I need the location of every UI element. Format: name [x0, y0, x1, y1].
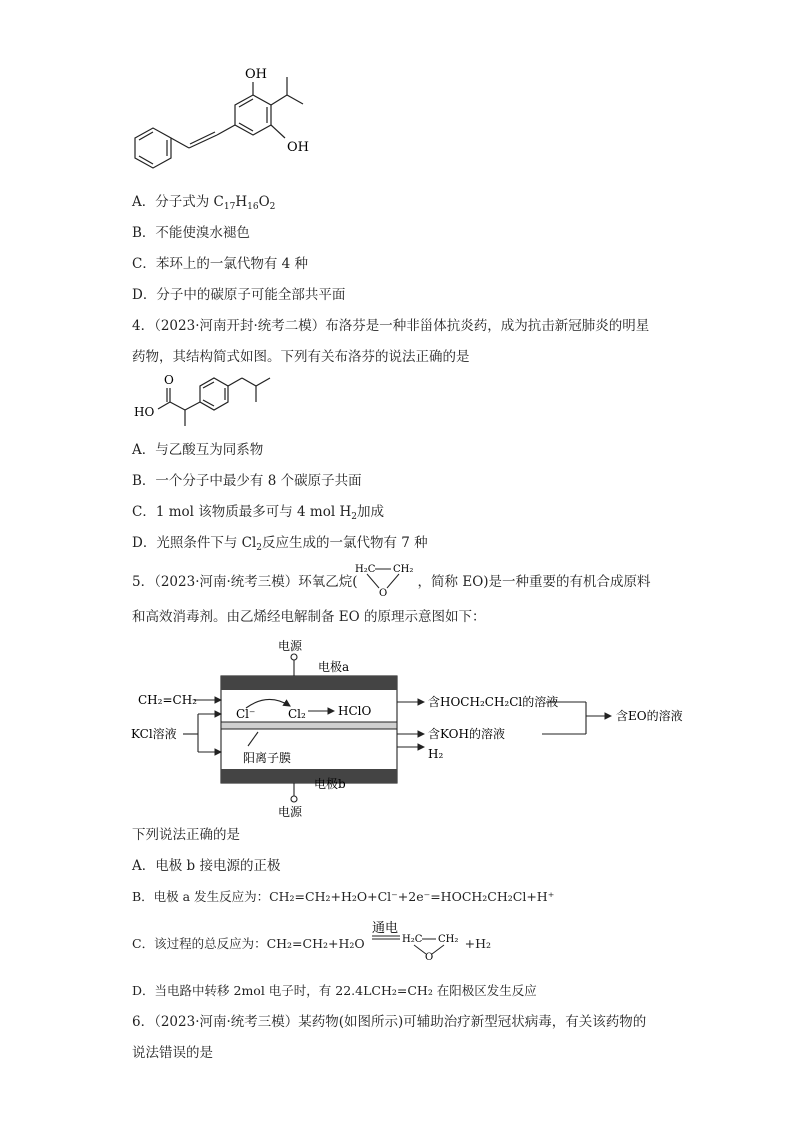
q3-option-d: D．分子中的碳原子可能全部共平面: [132, 287, 346, 303]
q5-option-c: C．该过程的总反应为：CH₂=CH₂+H₂O +H₂: [132, 936, 492, 951]
electrolysis-diagram: [128, 636, 698, 821]
electrode-a-plate: [221, 676, 397, 690]
structure-diagram-q3: [125, 60, 325, 180]
svg-text:O: O: [425, 952, 434, 963]
power-source-bottom-label: 电源: [278, 805, 303, 819]
q5-question: 下列说法正确的是: [132, 827, 240, 843]
hclo-label: HClO: [338, 704, 372, 718]
svg-text:CH₂: CH₂: [438, 934, 459, 945]
outlet-1-label: 含HOCH₂CH₂Cl的溶液: [428, 695, 559, 709]
q3-option-b: B．不能使溴水褪色: [132, 225, 250, 241]
kcl-label: KCl溶液: [131, 727, 177, 741]
outlet-3-label: H₂: [428, 747, 444, 761]
q4-stem-line1: 4．（2023·河南开封·统考二模）布洛芬是一种非甾体抗炎药，成为抗击新冠肺炎的明星: [132, 318, 650, 334]
svg-text:H₂C: H₂C: [402, 934, 423, 945]
oh-label-top: OH: [245, 67, 267, 82]
q6-stem-line2: 说法错误的是: [132, 1045, 213, 1061]
reaction-condition-epoxide: [370, 918, 470, 962]
cl2-label: Cl₂: [288, 707, 306, 721]
q3-option-c: C．苯环上的一氯代物有 4 种: [132, 256, 309, 272]
electrode-a-label: 电极a: [318, 660, 350, 674]
q5-stem-line1: 5．（2023·河南·统考三模）环氧乙烷( ，简称 EO)是一种重要的有机合成原料: [132, 574, 651, 590]
q5-option-a: A．电极 b 接电源的正极: [132, 858, 281, 874]
q3-option-a: A．分子式为 $C_{17}H_{16}O_2$: [132, 194, 276, 212]
electrode-b-label: 电极b: [314, 777, 346, 791]
svg-text:O: O: [379, 588, 388, 599]
epoxide-inline-structure: [353, 560, 415, 600]
ethylene-label: CH₂=CH₂: [138, 693, 197, 707]
q5-option-b: B．电极 a 发生反应为：CH₂=CH₂+H₂O+Cl⁻+2e⁻=HOCH₂CH₂Cl+H⁺: [132, 889, 555, 904]
membrane-label: 阳离子膜: [243, 751, 292, 765]
q4-option-c: C．1 mol 该物质最多可与 4 mol $H_2$加成: [132, 504, 384, 522]
q5-stem-line2: 和高效消毒剂。由乙烯经电解制备 EO 的原理示意图如下：: [132, 609, 486, 625]
oh-label-bottom: OH: [287, 140, 309, 155]
ho-label: HO: [134, 405, 155, 419]
outlet-2-label: 含KOH的溶液: [428, 727, 505, 741]
cl-minus-label: Cl⁻: [236, 707, 256, 721]
cation-membrane: [221, 722, 397, 729]
q4-option-b: B．一个分子中最少有 8 个碳原子共面: [132, 473, 362, 489]
q5-option-d: D．当电路中转移 2mol 电子时，有 22.4LCH₂=CH₂ 在阳极区发生反应: [132, 983, 537, 998]
electrolysis-condition: 通电: [372, 921, 399, 936]
electrode-b-plate: [221, 769, 397, 783]
q4-option-a: A．与乙酸互为同系物: [132, 442, 264, 458]
o-label: O: [164, 373, 174, 387]
q6-stem-line1: 6．（2023·河南·统考三模）某药物(如图所示)可辅助治疗新型冠状病毒，有关该药物的: [132, 1014, 647, 1030]
eo-solution-label: 含EO的溶液: [616, 709, 683, 723]
svg-text:CH₂: CH₂: [393, 564, 414, 575]
q4-stem-line2: 药物，其结构简式如图。下列有关布洛芬的说法正确的是: [132, 349, 470, 365]
svg-text:H₂C: H₂C: [355, 564, 376, 575]
power-source-top-label: 电源: [278, 639, 303, 653]
ibuprofen-structure: [130, 372, 290, 442]
q4-option-d: D．光照条件下与 $Cl_2$反应生成的一氯代物有 7 种: [132, 535, 428, 553]
